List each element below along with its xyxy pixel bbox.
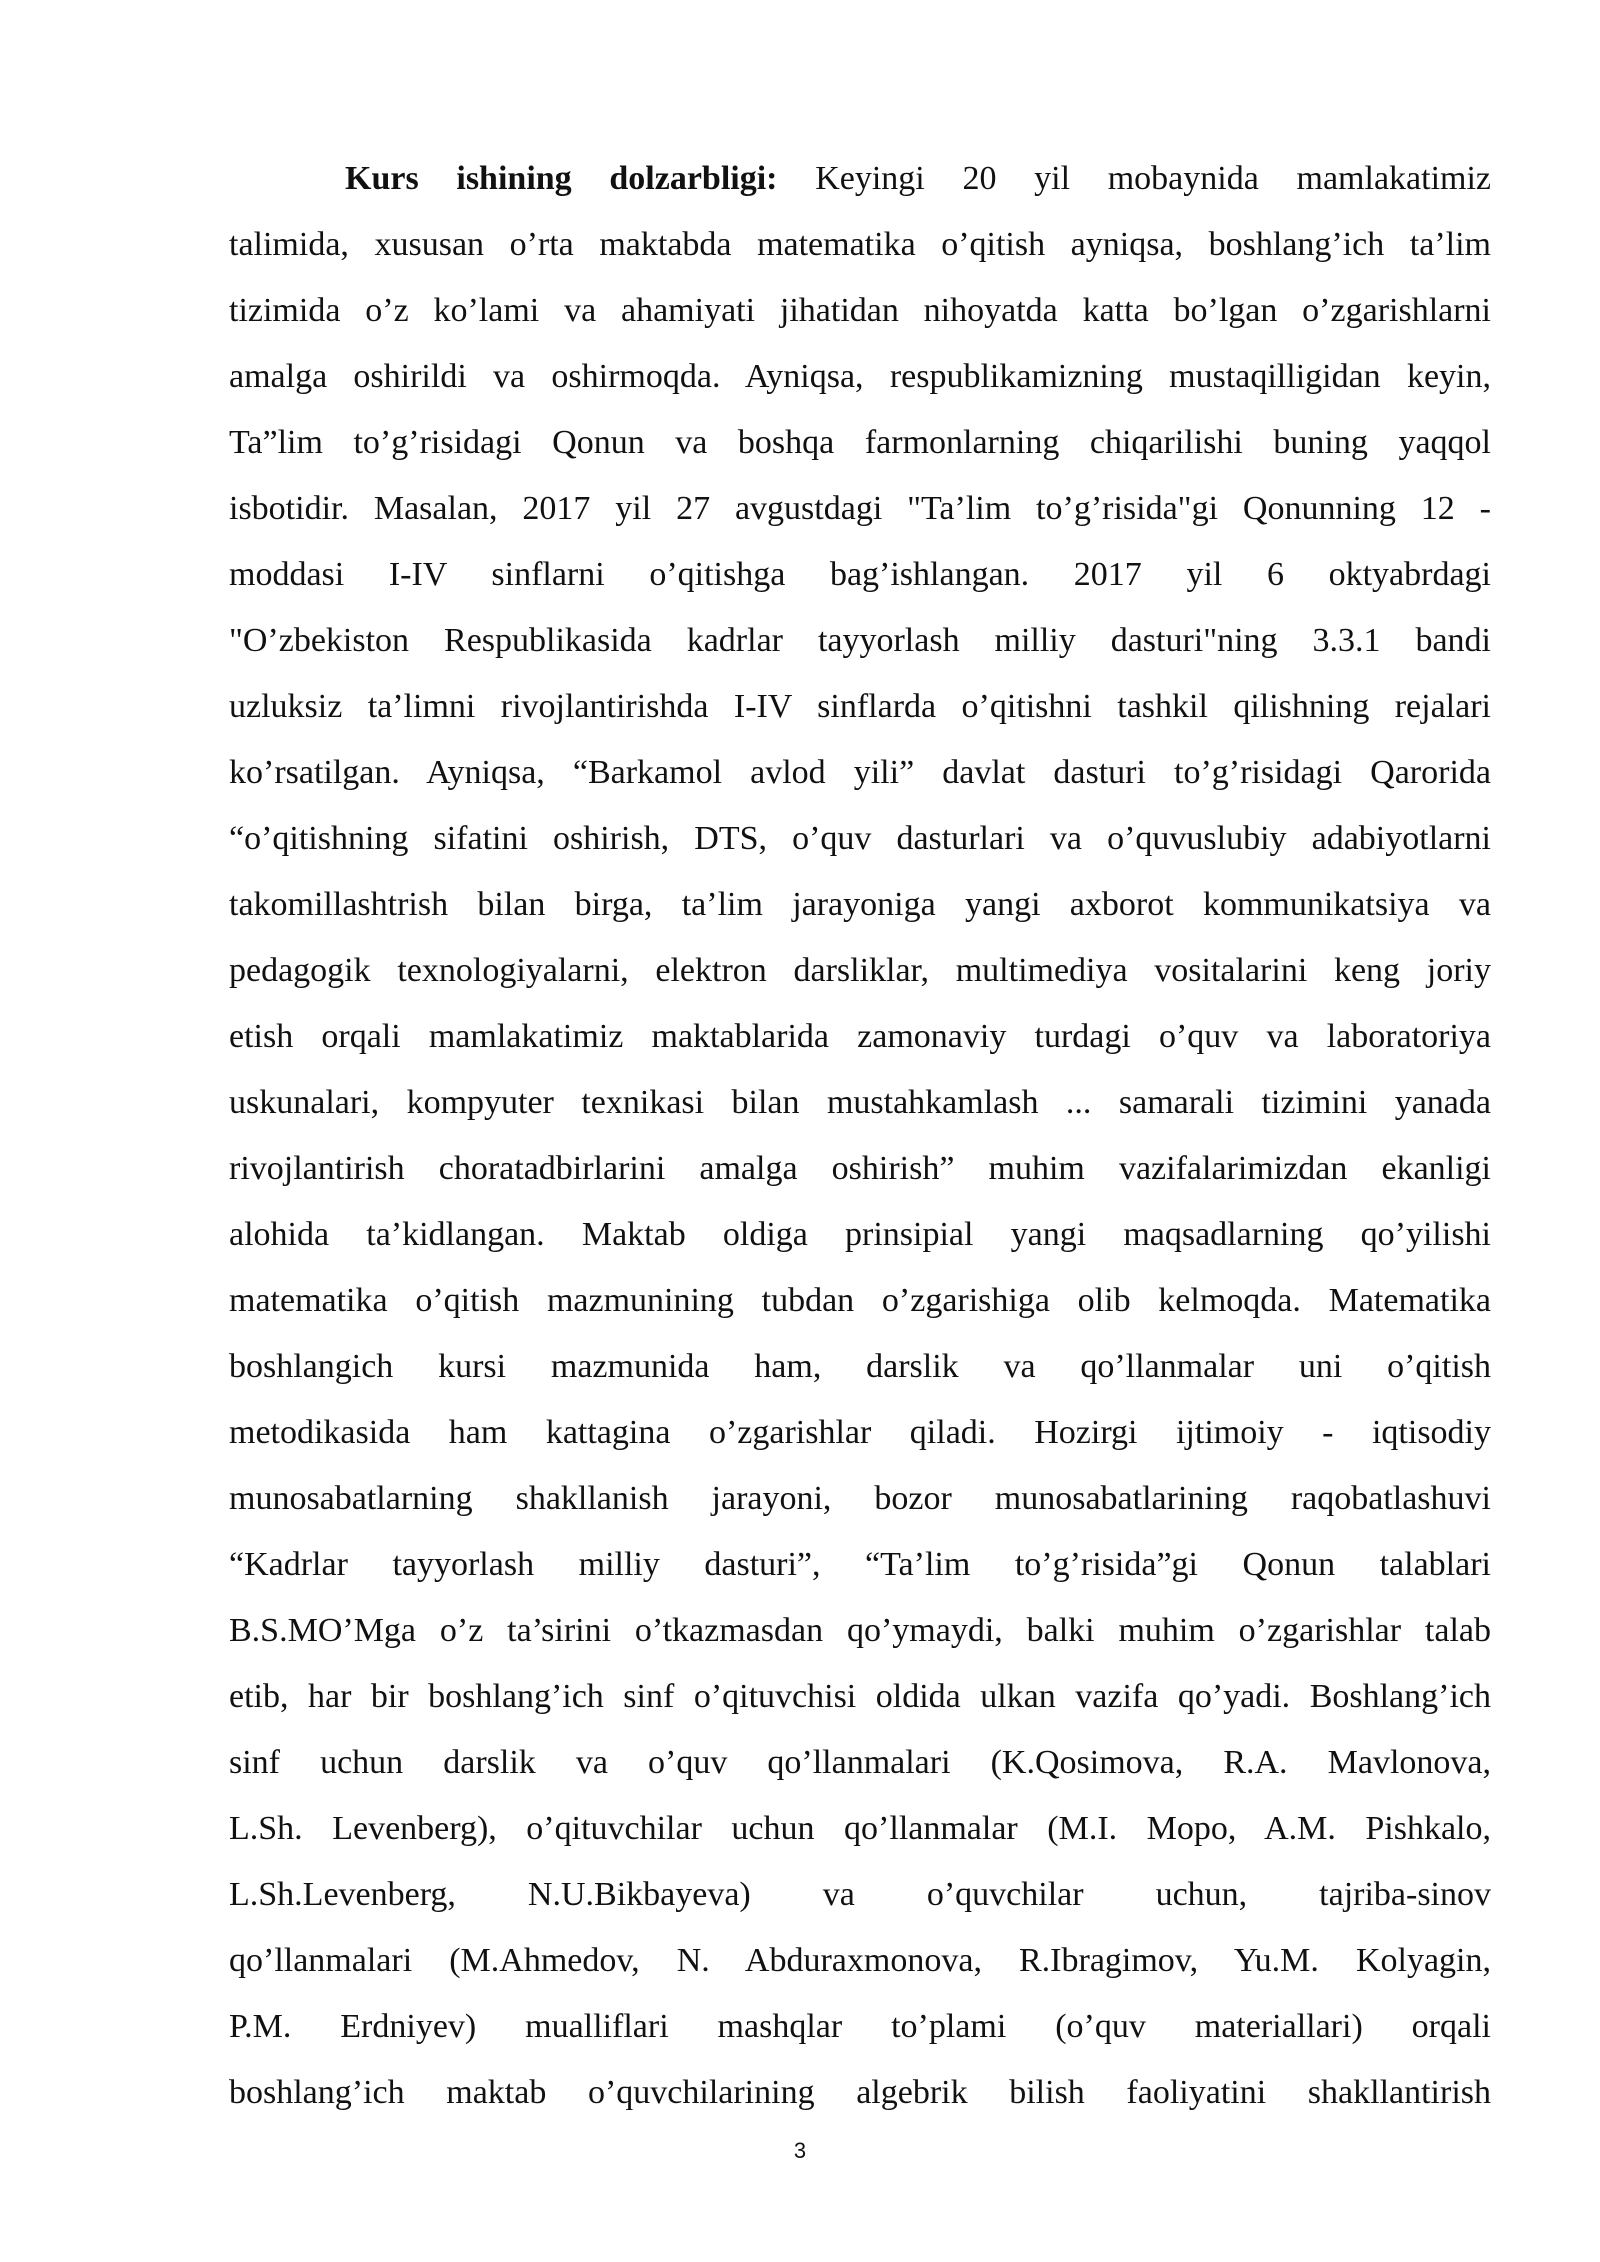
text-line: ko’rsatilgan. Ayniqsa, “Barkamol avlod yili” davlat dasturi to’g’risidagi Qarorida: [229, 754, 1491, 791]
text-line: etish orqali mamlakatimiz maktablarida zamonaviy turdagi o’quv va laboratoriya: [229, 1018, 1491, 1055]
text-line: isbotidir. Masalan, 2017 yil 27 avgustdagi "Ta’lim to’g’risida"gi Qonunning 12 -: [229, 490, 1491, 527]
text-line: talimida, xususan o’rta maktabda matematika o’qitish ayniqsa, boshlang’ich ta’lim: [229, 226, 1491, 263]
text-line: “o’qitishning sifatini oshirish, DTS, o’quv dasturlari va o’quvuslubiy adabiyotlarni: [229, 820, 1491, 857]
text-line: matematika o’qitish mazmunining tubdan o’zgarishiga olib kelmoqda. Matematika: [229, 1282, 1491, 1319]
text-line: L.Sh.Levenberg, N.U.Bikbayeva) va o’quvchilar uchun, tajriba-sinov: [229, 1876, 1491, 1913]
text-line: B.S.MO’Mga o’z ta’sirini o’tkazmasdan qo’ymaydi, balki muhim o’zgarishlar talab: [229, 1612, 1491, 1649]
text-line: “Kadrlar tayyorlash milliy dasturi”, “Ta’lim to’g’risida”gi Qonun talablari: [229, 1546, 1491, 1583]
lead-heading: Kurs ishining dolzarbligi:: [345, 160, 778, 197]
text-line: tizimida o’z ko’lami va ahamiyati jihatidan nihoyatda katta bo’lgan o’zgarishlarni: [229, 292, 1491, 329]
text-line: munosabatlarning shakllanish jarayoni, bozor munosabatlarining raqobatlashuvi: [229, 1480, 1491, 1517]
text-line: P.M. Erdniyev) mualliflari mashqlar to’plami (o’quv materiallari) orqali: [229, 2008, 1491, 2045]
text-line: "O’zbekiston Respublikasida kadrlar tayyorlash milliy dasturi"ning 3.3.1 bandi: [229, 622, 1491, 659]
text-line: L.Sh. Levenberg), o’qituvchilar uchun qo’llanmalar (M.I. Mopo, A.M. Pishkalo,: [229, 1810, 1491, 1847]
text-line: uzluksiz ta’limni rivojlantirishda I-IV sinflarda o’qitishni tashkil qilishning rejalari: [229, 688, 1491, 725]
text-line: sinf uchun darslik va o’quv qo’llanmalari (K.Qosimova, R.A. Mavlonova,: [229, 1744, 1491, 1781]
text-line: rivojlantirish choratadbirlarini amalga oshirish” muhim vazifalarimizdan ekanligi: [229, 1150, 1491, 1187]
text-line: boshlangich kursi mazmunida ham, darslik va qo’llanmalar uni o’qitish: [229, 1348, 1491, 1385]
text-line: alohida ta’kidlangan. Maktab oldiga prinsipial yangi maqsadlarning qo’yilishi: [229, 1216, 1491, 1253]
text-line: pedagogik texnologiyalarni, elektron darsliklar, multimediya vositalarini keng joriy: [229, 952, 1491, 989]
text-line: qo’llanmalari (M.Ahmedov, N. Abduraxmonova, R.Ibragimov, Yu.M. Kolyagin,: [229, 1942, 1491, 1979]
body-paragraph: [229, 146, 1491, 2126]
text-line: takomillashtrish bilan birga, ta’lim jarayoniga yangi axborot kommunikatsiya va: [229, 886, 1491, 923]
text-line: Ta”lim to’g’risidagi Qonun va boshqa farmonlarning chiqarilishi buning yaqqol: [229, 424, 1491, 461]
page-number: 3: [793, 2138, 807, 2163]
text-line: etib, har bir boshlang’ich sinf o’qituvchisi oldida ulkan vazifa qo’yadi. Boshlang’ich: [229, 1678, 1491, 1715]
text-line: boshlang’ich maktab o’quvchilarining algebrik bilish faoliyatini shakllantirish: [229, 2074, 1491, 2111]
text-line: moddasi I-IV sinflarni o’qitishga bag’ishlangan. 2017 yil 6 oktyabrdagi: [229, 556, 1491, 593]
text-line: [229, 146, 1491, 212]
text-line: amalga oshirildi va oshirmoqda. Ayniqsa, respublikamizning mustaqilligidan keyin,: [229, 358, 1491, 395]
text-line: metodikasida ham kattagina o’zgarishlar qiladi. Hozirgi ijtimoiy - iqtisodiy: [229, 1414, 1491, 1451]
text-line-content: Keyingi 20 yil mobaynida mamlakatimiz: [815, 160, 1491, 197]
text-line: uskunalari, kompyuter texnikasi bilan mustahkamlash ... samarali tizimini yanada: [229, 1084, 1491, 1121]
